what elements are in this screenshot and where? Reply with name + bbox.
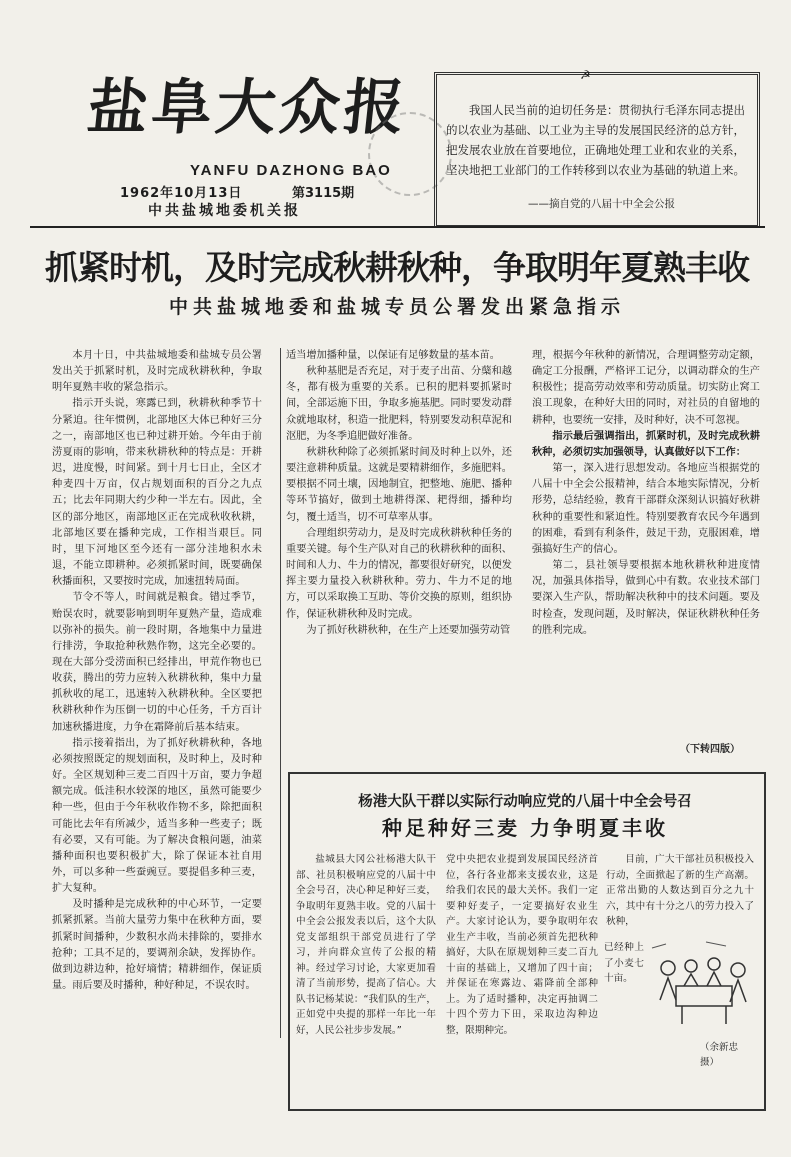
issue-date: 1962年10月13日 (120, 186, 243, 201)
column-divider (280, 348, 281, 1038)
paragraph: 为了抓好秋耕秋种，在生产上还要加强劳动管 (306, 624, 511, 636)
article-column-2 (286, 348, 512, 756)
issue-number: 第3115期 (292, 186, 355, 201)
boxed-article-column-2 (446, 852, 598, 1102)
newspaper-pinyin: YANFU DAZHONG BAO (190, 162, 392, 179)
boxed-article-subheadline: 种足种好三麦 力争明夏丰收 (382, 816, 668, 840)
paragraph: 及时播种是完成秋种的中心环节，一定要抓紧抓紧。当前大量劳力集中在秋种方面，要抓紧时间播种，少数积水尚未排除的，要排水抢种；工具不足的，要调剂余缺，发挥协作。做到边耕边种，抢好墒情；精耕细作，保证质量。雨后要及时播种，种好种足，不误农时。 (52, 899, 262, 992)
paragraph: 第二，县社领导要根据本地秋耕秋种进度情况，加强具体指导，做到心中有数。农业技术部门要深入生产队，帮助解决秋种中的技术问题。要及时检查，发现问题，及时解决，保证秋耕秋种任务的胜利完成。 (532, 560, 760, 636)
photo-caption: （余新忠摄） (700, 1042, 739, 1068)
paragraph: 盐城县大冈公社杨港大队干部、社员积极响应党的八届十中全会号召，决心种足种好三麦，争取明年夏熟丰收。党的八届十中全会公报发表以后，这个大队党支部组织干部党员进行了学习，并向群众宣传了公报的精神。经过学习讨论，大家更加看清了当前形势，提高了信心。大队书记杨某说：“我们队的生产，正如党中央提的那样一年比一年好，人民公社步步发展。” (296, 854, 436, 1036)
boxed-article-column-4 (604, 940, 644, 1100)
paragraph: 第一，深入进行思想发动。各地应当根据党的八届十中全会公报精神，结合本地实际情况，分析形势，总结经验，教育干部群众深刻认识搞好秋耕秋种的重要性和紧迫性。特别要教育农民今年遇到的困难，看到有利条件，鼓足干劲，克服困难，增强搞好生产的信心。 (532, 463, 760, 555)
quote-source: ——摘自党的八届十中全会公报 (528, 198, 675, 210)
boxed-article-headline: 杨港大队干群以实际行动响应党的八届十中全会号召 (358, 794, 692, 810)
continued-notice: （下转四版） (680, 744, 740, 755)
publisher: 中共盐城地委机关报 (148, 203, 301, 219)
paragraph: 指示接着指出，为了抓好秋耕秋种，各地必须按照既定的规划面积，及时种上，及时种好。全区规划种三麦二百四十万亩，要力争超额完成。低洼积水较深的地区，虽然可能要少种一些，但由于今年秋收作物不多，除把面积可能比去年有所减少，适当多种一些麦子；既有必要，又有可能。为了解决食粮问题，油菜播种面积也要积极扩大，除了保证本社自用外，可以多种一些蚕豌豆。要提倡多种三麦，扩大复种。 (52, 737, 262, 895)
paragraph: 党中央把农业提到发展国民经济首位，各行各业都来支援农业，这是给我们农民的最大关怀。我们一定要种好麦子，一定要搞好农业生产。大家讨论认为，要争取明年农业生产丰收，当前必须首先把秋种搞好，大队在原规划种三麦二百九十亩的基础上，又增加了四十亩；并保证在寒露边、霜降前全部种上。为了适时播种，决定再抽调二十四个劳力下田，采取边沟种边整，限期种完。 (446, 854, 598, 1036)
paragraph: 节令不等人，时间就是粮食。错过季节，贻误农时，就要影响到明年夏熟产量，造成难以弥补的损失。前一段时期，各地集中力量进行排涝，争取抢种秋熟作物，这完全必要的。现在大部分受涝面积已经排出，甲荒作物也已收获，腾出的劳力应转入秋耕秋种，集中力量抓秋收的尾工，迅速转入秋耕秋种。全区要把秋耕秋种作为压倒一切的中心任务，千方百计加速秋播进度，力争在霜降前后基本结束。 (52, 592, 262, 733)
paragraph: 本月十日，中共盐城地委和盐城专员公署发出关于抓紧时机，及时完成秋耕秋种，争取明年夏熟丰收的紧急指示。 (52, 350, 262, 394)
meeting-illustration (646, 938, 758, 1030)
paragraph: 指示开头说，寒露已到，秋耕秋种季节十分紧迫。往年惯例，北部地区大体已种好三分之一，南部地区也已种过耕开始。今年由于前涝夏雨的影响，带来秋耕秋种的特点是：开耕迟，进度慢，时间紧。到十月七日止，全区才种麦四十万亩，仅占规划面积的百分之九点五；比去年同期大约少种一半左右。因此，全区的部分地区，南部地区正在完成秋收秋耕，北部地区要在播种完成，工作相当艰巨。同时，里下河地区至今还有一部分洼地积水未退，不能立即耕种。必须抓紧时间，既要确保秋播面积，又要按时完成，加速扭转局面。 (52, 398, 262, 588)
newspaper-title: 盐阜大众报 (84, 73, 412, 143)
paragraph: 适当增加播种量，以保证有足够数量的基本苗。 (286, 350, 500, 361)
paragraph: 已经种上了小麦七十亩。 (604, 942, 644, 984)
paragraph: 目前，广大干部社员积极投入行动，全面掀起了新的生产高潮。正常出勤的人数达到百分之九十六，其中有十分之八的劳力投入了秋种， (606, 854, 754, 927)
main-subheadline: 中共盐城地委和盐城专员公署发出紧急指示 (168, 296, 625, 318)
boxed-article-column-1 (296, 852, 436, 1102)
quote-text: 我国人民当前的迫切任务是：贯彻执行毛泽东同志提出的以农业为基础、以工业为主导的发展国民经济的总方针，把发展农业放在首要地位，正确地处理工业和农业的关系，坚决地把工业部门的工作转移到以农业为基础的轨道上来。 (446, 103, 745, 177)
paragraph: 指示最后强调指出，抓紧时机，及时完成秋耕秋种，必须切实加强领导，认真做好以下工作： (532, 430, 760, 458)
hammer-sickle-icon: ☭ (580, 68, 591, 82)
paragraph: 秋种基肥是否充足，对于麦子出苗、分蘖和越冬，都有极为重要的关系。已积的肥料要抓紧时间，全部运施下田，争取多施基肥。同时要发动群众就地取材，积造一批肥料，特别要发动积草泥和沤肥，为冬季追肥做好准备。 (286, 366, 512, 442)
masthead-divider (30, 226, 765, 228)
article-column-1 (52, 348, 262, 1036)
boxed-article-column-3 (606, 852, 754, 938)
paragraph: 理，根据今年秋种的新情况，合理调整劳动定额，确定工分报酬，严格评工记分，以调动群众的生产积极性；提高劳动效率和劳动质量。切实防止窝工浪工现象，在种好大田的同时，对社员的自留地的耕种，也要统一安排，及时种好，决不可忽视。 (532, 350, 760, 426)
paragraph: 秋耕秋种除了必须抓紧时间及时种上以外，还要注意耕种质量。这就是要精耕细作，多施肥料。要根据不同土壤，因地制宜，把整地、施肥、播种等环节搞好，做到土地耕得深、耙得细，播种均匀，覆土适当，切不可草率从事。 (286, 446, 512, 523)
paragraph: 合理组织劳动力，是及时完成秋耕秋种任务的重要关键。每个生产队对自己的秋耕秋种的面积、时间和人力、牛力的情况，都要很好研究，以便发挥主要力量投入秋耕秋种。劳力、牛力不足的地方，可以采取换工互助、等价交换的原则，组织协作，保证秋耕秋种及时完成。 (286, 527, 512, 620)
main-headline: 抓紧时机，及时完成秋耕秋种，争取明年夏熟丰收 (45, 248, 749, 287)
article-column-3 (532, 348, 760, 740)
